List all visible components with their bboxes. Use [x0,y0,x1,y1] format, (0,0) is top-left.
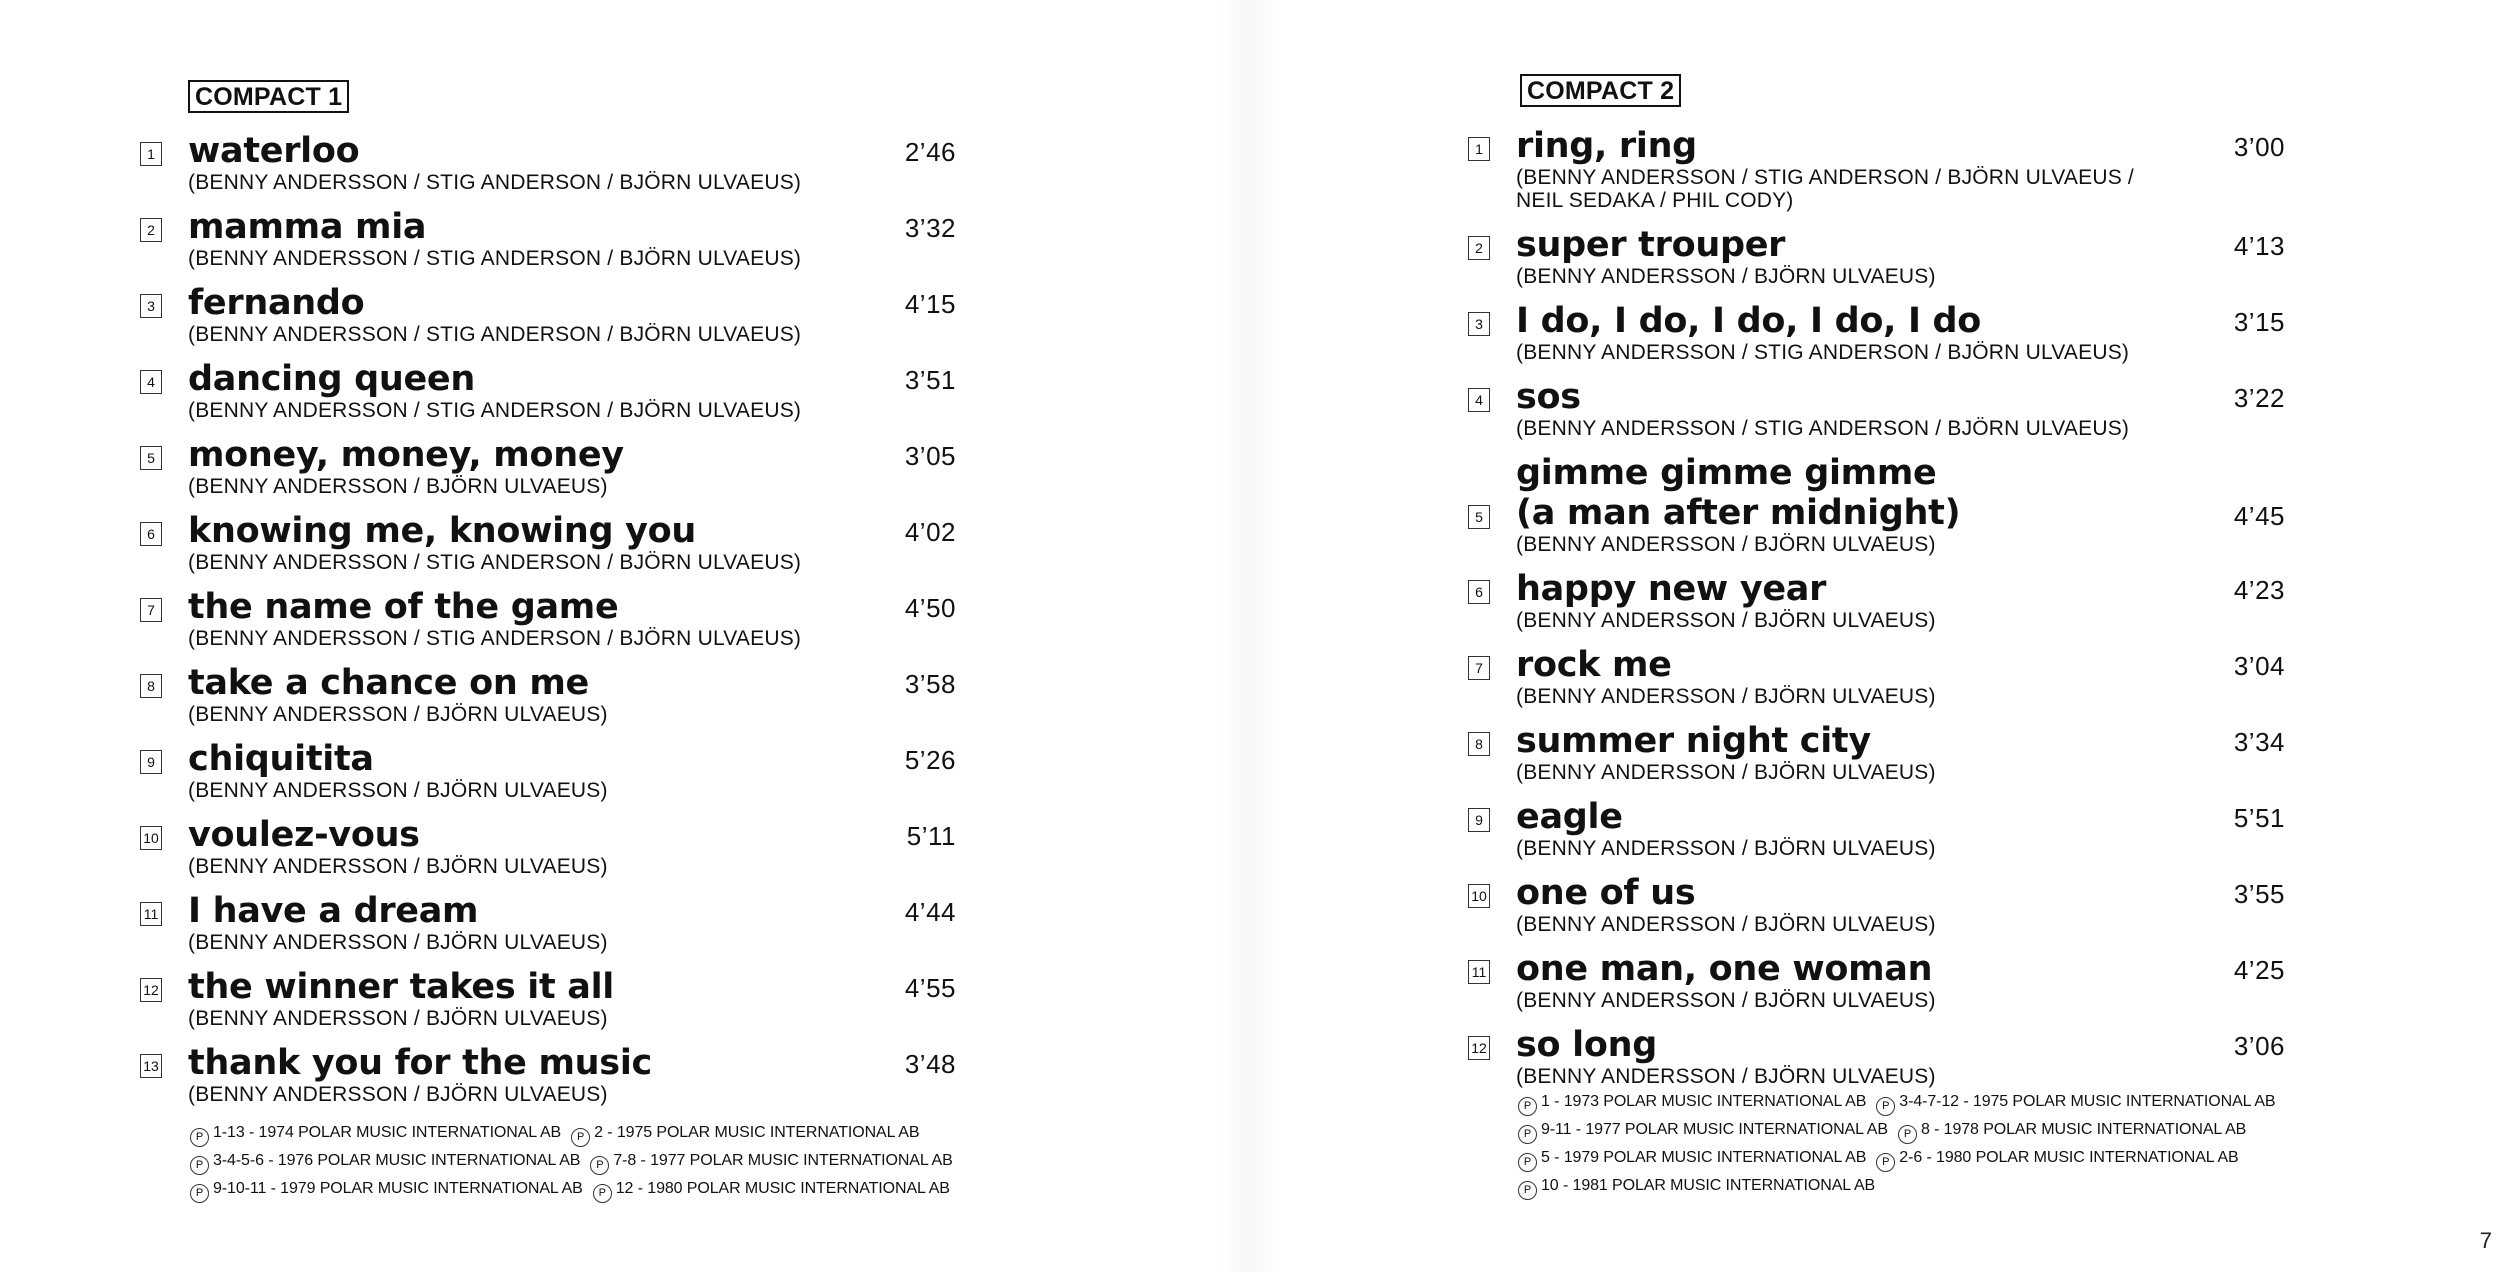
track-duration: 4’23 [2233,575,2285,605]
compact-2-label: COMPACT 2 [1520,74,1681,107]
track-row [1468,645,2285,708]
track-number: 9 [140,750,162,774]
track-row [140,967,956,1030]
track-duration: 4’02 [904,517,956,547]
track-writers: (BENNY ANDERSSON / STIG ANDERSON / BJÖRN ULVAEUS) [188,399,802,422]
phonogram-copyright-icon: P [593,1184,612,1203]
phonogram-copyright-icon: P [1518,1125,1537,1144]
track-duration: 4’15 [904,289,956,319]
compact-1-copyright [190,1119,953,1203]
track-row [1468,721,2285,784]
copyright-entry: 9-10-11 - 1979 POLAR MUSIC INTERNATIONAL AB [213,1180,583,1197]
track-title [188,663,956,703]
track-title [1516,873,2285,913]
compact-1-label: COMPACT 1 [188,80,349,113]
copyright-entry: 9-11 - 1977 POLAR MUSIC INTERNATIONAL AB [1541,1121,1888,1138]
compact-2-page [1250,0,2500,1272]
track-row [1468,569,2285,632]
track-number: 2 [140,218,162,242]
track-title [188,587,956,627]
track-row [140,283,956,346]
track-title-line: rock me [1516,645,1672,685]
phonogram-copyright-icon: P [590,1156,609,1175]
copyright-line [1518,1116,2275,1144]
track-title [1516,126,2285,166]
track-number: 5 [140,446,162,470]
track-duration: 3’34 [2233,727,2285,757]
track-duration: 3’51 [904,365,956,395]
track-duration: 4’50 [904,593,956,623]
copyright-entry: 3-4-7-12 - 1975 POLAR MUSIC INTERNATIONAL AB [1899,1093,2276,1110]
track-duration: 3’55 [2233,879,2285,909]
phonogram-copyright-icon: P [190,1128,209,1147]
track-row [140,815,956,878]
phonogram-copyright-icon: P [571,1128,590,1147]
track-title [1516,721,2285,761]
phonogram-copyright-icon: P [1518,1153,1537,1172]
track-title-line: money, money, money [188,435,624,475]
track-number: 3 [140,294,162,318]
track-row [1468,949,2285,1012]
copyright-entry: 7-8 - 1977 POLAR MUSIC INTERNATIONAL AB [613,1152,953,1169]
track-title [1516,949,2285,989]
track-duration: 3’48 [904,1049,956,1079]
track-row [1468,1025,2285,1088]
copyright-entry: 2-6 - 1980 POLAR MUSIC INTERNATIONAL AB [1899,1149,2239,1166]
track-duration: 4’13 [2233,231,2285,261]
track-number: 4 [1468,388,1490,412]
track-title-line: super trouper [1516,225,1786,265]
track-duration: 4’25 [2233,955,2285,985]
track-row [140,587,956,650]
track-duration: 3’22 [2233,383,2285,413]
track-title-line: the name of the game [188,587,619,627]
copyright-line [1518,1172,2275,1200]
compact-2-copyright [1518,1088,2275,1200]
track-title [1516,569,2285,609]
track-title [1516,225,2285,265]
track-writers: (BENNY ANDERSSON / STIG ANDERSON / BJÖRN ULVAEUS) [1516,417,2130,440]
track-number: 11 [140,902,162,926]
phonogram-copyright-icon: P [190,1156,209,1175]
track-row [1468,126,2285,212]
compact-2-tracklist [1468,126,2285,1101]
track-number: 3 [1468,312,1490,336]
track-title [188,283,956,323]
track-row [140,359,956,422]
track-number: 9 [1468,808,1490,832]
track-title-line: gimme gimme gimme [1516,453,1937,493]
track-duration: 3’00 [2233,132,2285,162]
track-row [140,891,956,954]
phonogram-copyright-icon: P [190,1184,209,1203]
track-writers: (BENNY ANDERSSON / BJÖRN ULVAEUS) [1516,913,1936,936]
track-writers: (BENNY ANDERSSON / STIG ANDERSON / BJÖRN ULVAEUS) [188,171,802,194]
copyright-entry: 8 - 1978 POLAR MUSIC INTERNATIONAL AB [1920,1121,2247,1138]
track-row [140,207,956,270]
track-row [140,435,956,498]
track-title-line: one of us [1516,873,1696,913]
track-writers: (BENNY ANDERSSON / BJÖRN ULVAEUS) [1516,533,1936,556]
track-number: 6 [1468,580,1490,604]
track-title-line: take a chance on me [188,663,589,703]
track-row [1468,797,2285,860]
track-number: 8 [1468,732,1490,756]
track-number: 1 [140,142,162,166]
phonogram-copyright-icon: P [1518,1097,1537,1116]
track-title [188,1043,956,1083]
track-title-line: so long [1516,1025,1657,1065]
track-title-line: ring, ring [1516,126,1697,166]
track-title [1516,645,2285,685]
track-title-line: the winner takes it all [188,967,614,1007]
track-number: 10 [1468,884,1490,908]
track-number: 7 [1468,656,1490,680]
track-duration: 3’06 [2233,1031,2285,1061]
copyright-entry: 1 - 1973 POLAR MUSIC INTERNATIONAL AB [1541,1093,1867,1110]
track-duration: 3’32 [904,213,956,243]
track-title [188,967,956,1007]
track-writers: (BENNY ANDERSSON / BJÖRN ULVAEUS) [188,779,608,802]
track-duration: 2’46 [904,137,956,167]
copyright-line [1518,1088,2275,1116]
track-title [188,739,956,779]
track-duration: 5’11 [906,821,956,851]
track-title-line: fernando [188,283,365,323]
track-duration: 5’26 [904,745,956,775]
phonogram-copyright-icon: P [1898,1125,1917,1144]
track-writers: (BENNY ANDERSSON / STIG ANDERSON / BJÖRN ULVAEUS) [188,323,802,346]
track-writers: (BENNY ANDERSSON / BJÖRN ULVAEUS) [188,1083,608,1106]
track-duration: 3’05 [904,441,956,471]
copyright-entry: 1-13 - 1974 POLAR MUSIC INTERNATIONAL AB [213,1124,562,1141]
track-writers: (BENNY ANDERSSON / BJÖRN ULVAEUS) [1516,1065,1936,1088]
track-duration: 3’04 [2233,651,2285,681]
track-writers: (BENNY ANDERSSON / BJÖRN ULVAEUS) [188,703,608,726]
track-writers: (BENNY ANDERSSON / BJÖRN ULVAEUS) [188,475,608,498]
track-title [1516,377,2285,417]
phonogram-copyright-icon: P [1518,1181,1537,1200]
track-writers: (BENNY ANDERSSON / STIG ANDERSON / BJÖRN ULVAEUS) [188,247,802,270]
copyright-line [190,1175,953,1203]
track-row [1468,453,2285,556]
track-writers: (BENNY ANDERSSON / BJÖRN ULVAEUS) [188,1007,608,1030]
track-writers: (BENNY ANDERSSON / BJÖRN ULVAEUS) [188,855,608,878]
track-duration: 4’45 [2233,501,2285,531]
copyright-line [1518,1144,2275,1172]
track-row [140,739,956,802]
track-title-line: summer night city [1516,721,1871,761]
track-title-line: mamma mia [188,207,427,247]
track-number: 12 [140,978,162,1002]
track-number: 5 [1468,505,1490,529]
track-number: 11 [1468,960,1490,984]
track-title-line: knowing me, knowing you [188,511,697,551]
copyright-line [190,1147,953,1175]
track-title-line: voulez-vous [188,815,420,855]
track-number: 10 [140,826,162,850]
track-writers: (BENNY ANDERSSON / BJÖRN ULVAEUS) [1516,837,1936,860]
track-title-line: dancing queen [188,359,475,399]
track-number: 6 [140,522,162,546]
track-row [1468,873,2285,936]
track-writers: (BENNY ANDERSSON / BJÖRN ULVAEUS) [1516,265,1936,288]
track-duration: 4’55 [904,973,956,1003]
track-title-line: one man, one woman [1516,949,1933,989]
compact-1-tracklist [140,131,956,1119]
track-number: 13 [140,1054,162,1078]
track-duration: 4’44 [904,897,956,927]
track-writers: (BENNY ANDERSSON / BJÖRN ULVAEUS) [188,931,608,954]
phonogram-copyright-icon: P [1876,1097,1895,1116]
track-number: 7 [140,598,162,622]
track-writers: (BENNY ANDERSSON / STIG ANDERSON / BJÖRN ULVAEUS) [188,627,802,650]
track-title [188,815,956,855]
track-title [1516,797,2285,837]
track-title-line: happy new year [1516,569,1827,609]
track-number: 12 [1468,1036,1490,1060]
track-number: 4 [140,370,162,394]
copyright-entry: 5 - 1979 POLAR MUSIC INTERNATIONAL AB [1541,1149,1867,1166]
track-title [188,435,956,475]
track-row [140,131,956,194]
copyright-entry: 3-4-5-6 - 1976 POLAR MUSIC INTERNATIONAL AB [213,1152,581,1169]
track-title-line: waterloo [188,131,360,171]
track-title [188,891,956,931]
track-row [1468,225,2285,288]
copyright-line [190,1119,953,1147]
page-number: 7 [2479,1228,2492,1253]
track-row [1468,301,2285,364]
copyright-entry: 2 - 1975 POLAR MUSIC INTERNATIONAL AB [594,1124,920,1141]
track-title [188,359,956,399]
copyright-entry: 10 - 1981 POLAR MUSIC INTERNATIONAL AB [1541,1177,1876,1194]
track-title [1516,1025,2285,1065]
track-writers-line-2: NEIL SEDAKA / PHIL CODY) [1516,189,1794,212]
track-writers: (BENNY ANDERSSON / BJÖRN ULVAEUS) [1516,989,1936,1012]
track-writers: (BENNY ANDERSSON / STIG ANDERSON / BJÖRN ULVAEUS) [188,551,802,574]
track-duration: 3’58 [904,669,956,699]
track-title-line: eagle [1516,797,1623,837]
track-title [188,207,956,247]
track-title [1516,301,2285,341]
track-title-line: I do, I do, I do, I do, I do [1516,301,1982,341]
track-title [1516,453,2285,533]
track-title [188,131,956,171]
track-number: 2 [1468,236,1490,260]
phonogram-copyright-icon: P [1876,1153,1895,1172]
track-duration: 5’51 [2233,803,2285,833]
track-row [1468,377,2285,440]
track-writers: (BENNY ANDERSSON / STIG ANDERSON / BJÖRN ULVAEUS / [1516,166,2134,189]
track-title-line-2: (a man after midnight) [1516,493,1961,533]
track-duration: 3’15 [2233,307,2285,337]
track-row [140,1043,956,1106]
track-title-line: sos [1516,377,1581,417]
track-row [140,663,956,726]
track-writers: (BENNY ANDERSSON / BJÖRN ULVAEUS) [1516,609,1936,632]
track-title-line: chiquitita [188,739,374,779]
track-title-line: I have a dream [188,891,479,931]
track-writers: (BENNY ANDERSSON / BJÖRN ULVAEUS) [1516,761,1936,784]
copyright-entry: 12 - 1980 POLAR MUSIC INTERNATIONAL AB [615,1180,950,1197]
track-writers: (BENNY ANDERSSON / BJÖRN ULVAEUS) [1516,685,1936,708]
track-row [140,511,956,574]
track-number: 8 [140,674,162,698]
track-number: 1 [1468,137,1490,161]
track-title [188,511,956,551]
track-title-line: thank you for the music [188,1043,652,1083]
track-writers: (BENNY ANDERSSON / STIG ANDERSON / BJÖRN ULVAEUS) [1516,341,2130,364]
